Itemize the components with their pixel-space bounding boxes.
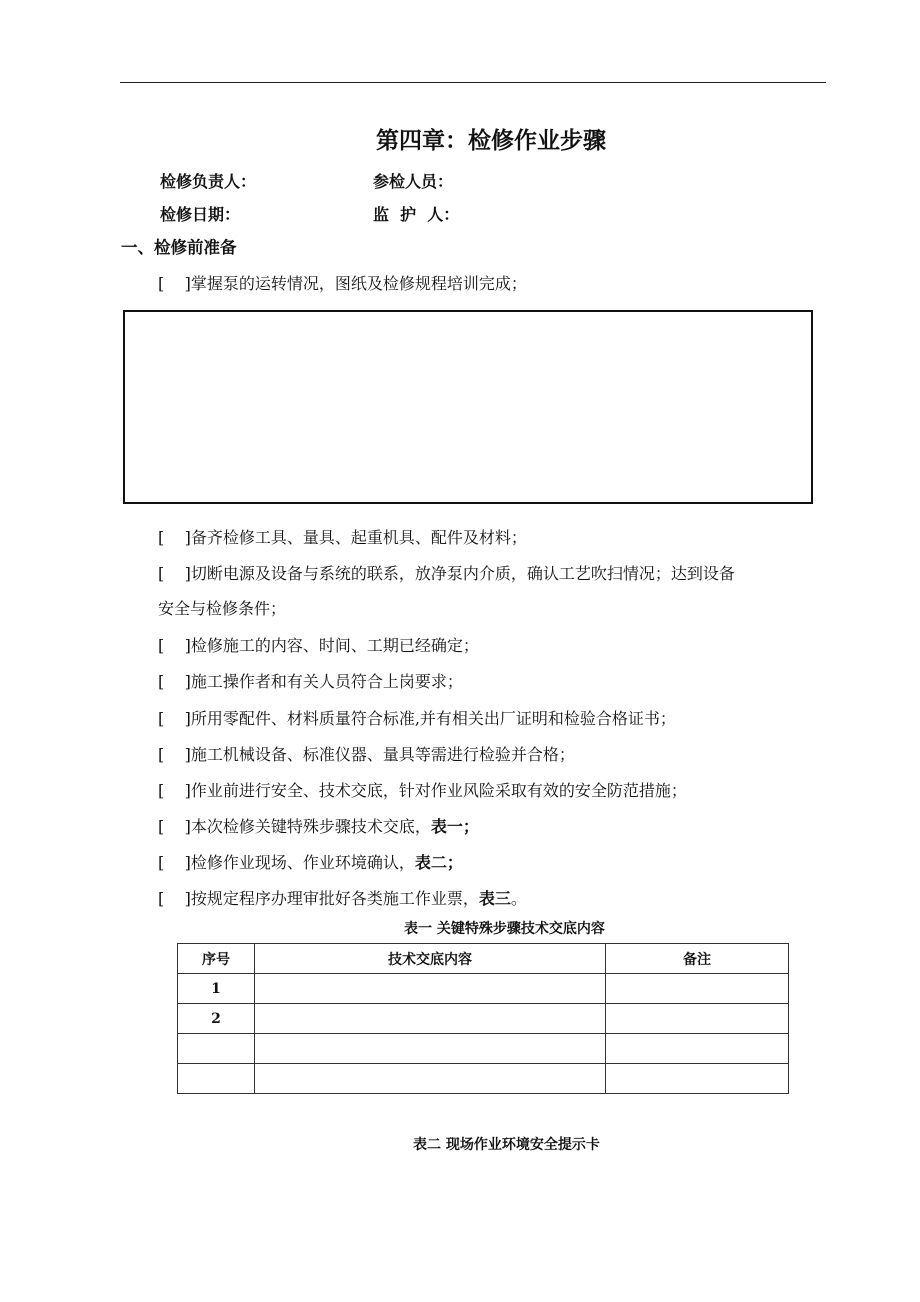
checklist-item: [ ]本次检修关键特殊步骤技术交底，表一； (158, 817, 479, 836)
leader-label: 检修负责人： (160, 172, 257, 191)
table-ref-3: 表三 (478, 889, 511, 908)
section-title-preparation: 一、检修前准备 (121, 238, 237, 257)
col-header-remarks: 备注 (606, 944, 789, 974)
checkbox[interactable]: [ ] (158, 817, 191, 836)
table-cell[interactable] (255, 1004, 606, 1034)
col-header-content: 技术交底内容 (255, 944, 606, 974)
table-cell: 1 (178, 974, 255, 1004)
checkbox[interactable]: [ ] (158, 672, 191, 691)
checklist-item: [ ]所用零配件、材料质量符合标准,并有相关出厂证明和检验合格证书； (158, 709, 676, 728)
header-rule (120, 82, 826, 83)
table-ref-1: 表一； (430, 817, 479, 836)
table-cell (178, 1034, 255, 1064)
date-label: 检修日期： (160, 205, 241, 224)
table-cell[interactable] (255, 974, 606, 1004)
checkbox[interactable]: [ ] (158, 636, 191, 655)
col-header-number: 序号 (178, 944, 255, 974)
checklist-item: [ ]备齐检修工具、量具、起重机具、配件及材料； (158, 528, 527, 547)
table-row (178, 1004, 789, 1034)
checklist-item-continuation: 安全与检修条件； (158, 599, 287, 618)
checkbox[interactable]: [ ] (158, 709, 191, 728)
table1-caption: 表一 关键特殊步骤技术交底内容 (404, 921, 605, 937)
checklist-item: [ ]检修作业现场、作业环境确认，表二； (158, 853, 463, 872)
table-cell[interactable] (255, 1064, 606, 1094)
table-cell: 2 (178, 1004, 255, 1034)
table-cell[interactable] (606, 1034, 789, 1064)
checklist-item: [ ]施工操作者和有关人员符合上岗要求； (158, 672, 463, 691)
table-cell[interactable] (606, 974, 789, 1004)
checkbox[interactable]: [ ] (158, 564, 191, 583)
table-cell[interactable] (606, 1004, 789, 1034)
checklist-item: [ ]检修施工的内容、时间、工期已经确定； (158, 636, 479, 655)
table-row (178, 974, 789, 1004)
table-ref-2: 表二； (414, 853, 463, 872)
checklist-item: [ ]切断电源及设备与系统的联系，放净泵内介质，确认工艺吹扫情况；达到设备 (158, 564, 735, 583)
checkbox[interactable]: [ ] (158, 889, 191, 908)
table2-caption: 表二 现场作业环境安全提示卡 (413, 1137, 600, 1153)
table-cell[interactable] (255, 1034, 606, 1064)
participants-label: 参检人员： (373, 172, 454, 191)
checkbox[interactable]: [ ] (158, 745, 191, 764)
table-row (178, 1064, 789, 1094)
checkbox[interactable]: [ ] (158, 274, 191, 293)
checklist-item: [ ]作业前进行安全、技术交底，针对作业风险采取有效的安全防范措施； (158, 781, 687, 800)
table-cell[interactable] (606, 1064, 789, 1094)
checklist-item: [ ]按规定程序办理审批好各类施工作业票，表三。 (158, 889, 527, 908)
checkbox[interactable]: [ ] (158, 528, 191, 547)
technical-briefing-table (177, 943, 789, 1094)
table-header-row (178, 944, 789, 974)
checklist-item: [ ]掌握泵的运转情况，图纸及检修规程培训完成； (158, 274, 527, 293)
guardian-label: 监 护 人： (373, 205, 460, 224)
checkbox[interactable]: [ ] (158, 781, 191, 800)
table-row (178, 1034, 789, 1064)
table-cell (178, 1064, 255, 1094)
chapter-title: 第四章：检修作业步骤 (376, 128, 606, 154)
blank-box (123, 310, 813, 504)
checkbox[interactable]: [ ] (158, 853, 191, 872)
checklist-item: [ ]施工机械设备、标准仪器、量具等需进行检验并合格； (158, 745, 575, 764)
